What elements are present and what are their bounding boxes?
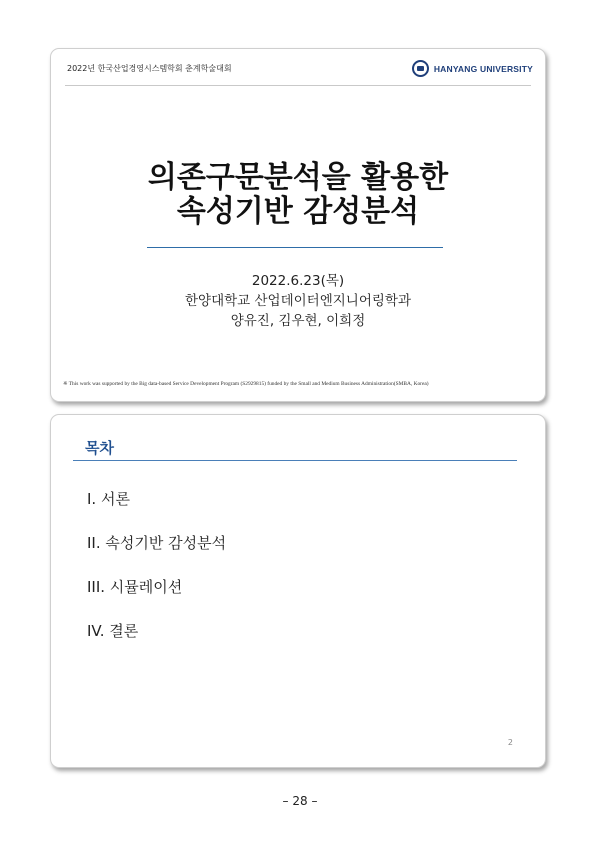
list-item: IV. 결론 — [87, 622, 139, 640]
title-divider — [147, 247, 443, 248]
university-logo-text: HANYANG UNIVERSITY — [433, 63, 533, 74]
funding-footnote: ※ This work was supported by the Big data-based Service Development Program (S2929815) funded by the Small and Medium Business Administration(SMBA, Korea) — [63, 381, 429, 387]
title-line-1: 의존구문분석을 활용한 — [147, 160, 449, 195]
contents-title: 목차 — [85, 439, 114, 457]
presentation-date: 2022.6.23(목) — [251, 273, 345, 289]
contents-list — [87, 489, 226, 665]
conference-name: 2022년 한국산업경영시스템학회 춘계학술대회 — [67, 64, 232, 73]
contents-slide — [50, 414, 546, 768]
university-logo — [412, 60, 533, 77]
page-number: – 28 – — [282, 794, 318, 808]
list-item: II. 속성기반 감성분석 — [87, 534, 227, 552]
title-slide — [50, 48, 546, 402]
university-emblem-icon — [412, 60, 429, 77]
header-divider — [65, 85, 531, 86]
title-line-2: 속성기반 감성분석 — [176, 194, 420, 229]
department-name: 한양대학교 산업데이터엔지니어링학과 — [185, 293, 411, 309]
list-item: III. 시뮬레이션 — [87, 578, 183, 596]
presentation-info — [51, 271, 545, 331]
contents-divider — [73, 460, 517, 461]
slide-number: 2 — [507, 738, 513, 747]
presentation-title — [51, 161, 545, 229]
author-list: 양유진, 김우현, 이희정 — [230, 313, 366, 329]
list-item: I. 서론 — [87, 490, 130, 508]
